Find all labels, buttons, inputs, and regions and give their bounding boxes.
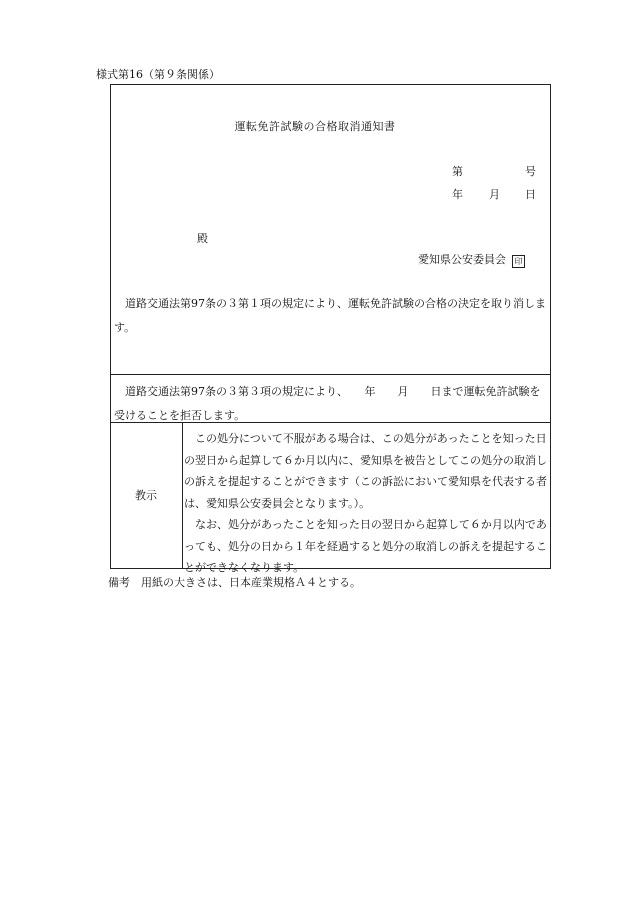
cancellation-text: 道路交通法第97条の３第１項の規定により、運転免許試験の合格の決定を取り消します。 [114,297,546,334]
date-day: 日 [525,188,536,201]
doc-number-suffix: 号 [525,165,536,178]
refusal-text: 道路交通法第97条の３第３項の規定により、 年 月 日まで運転免許試験を受けることを拒否します。 [114,385,541,422]
date-year: 年 [452,188,463,201]
divider-line [110,374,551,375]
doc-number-prefix: 第 [452,165,463,178]
form-number-label: 様式第16（第９条関係） [96,68,220,81]
date-month: 月 [489,188,500,201]
seal-mark: 印 [512,255,525,268]
issuer-name [418,251,525,268]
addressee-honorific: 殿 [197,232,208,245]
notice-label: 教示 [135,489,157,502]
issuer-label: 愛知県公安委員会 [418,253,506,266]
refusal-paragraph [114,380,550,428]
notice-paragraph-1: この処分について不服がある場合は、この処分があったことを知った日の翌日から起算して６か月以内に、愛知県を被告としてこの処分の取消しの訴えを提起することができます（この訴訟において愛知県を代表する者は、愛知県公安委員会となります。）。 [184,432,547,510]
document-title: 運転免許試験の合格取消通知書 [234,120,396,133]
cancellation-paragraph [114,292,550,340]
notice-body [184,428,548,579]
notice-paragraph-2: なお、処分があったことを知った日の翌日から起算して６か月以内であっても、処分の日から１年を経過すると処分の取消しの訴えを提起することができなくなります。 [184,518,547,574]
notice-column-divider [182,422,183,569]
remark-note: 備考 用紙の大きさは、日本産業規格Ａ４とする。 [108,576,361,589]
